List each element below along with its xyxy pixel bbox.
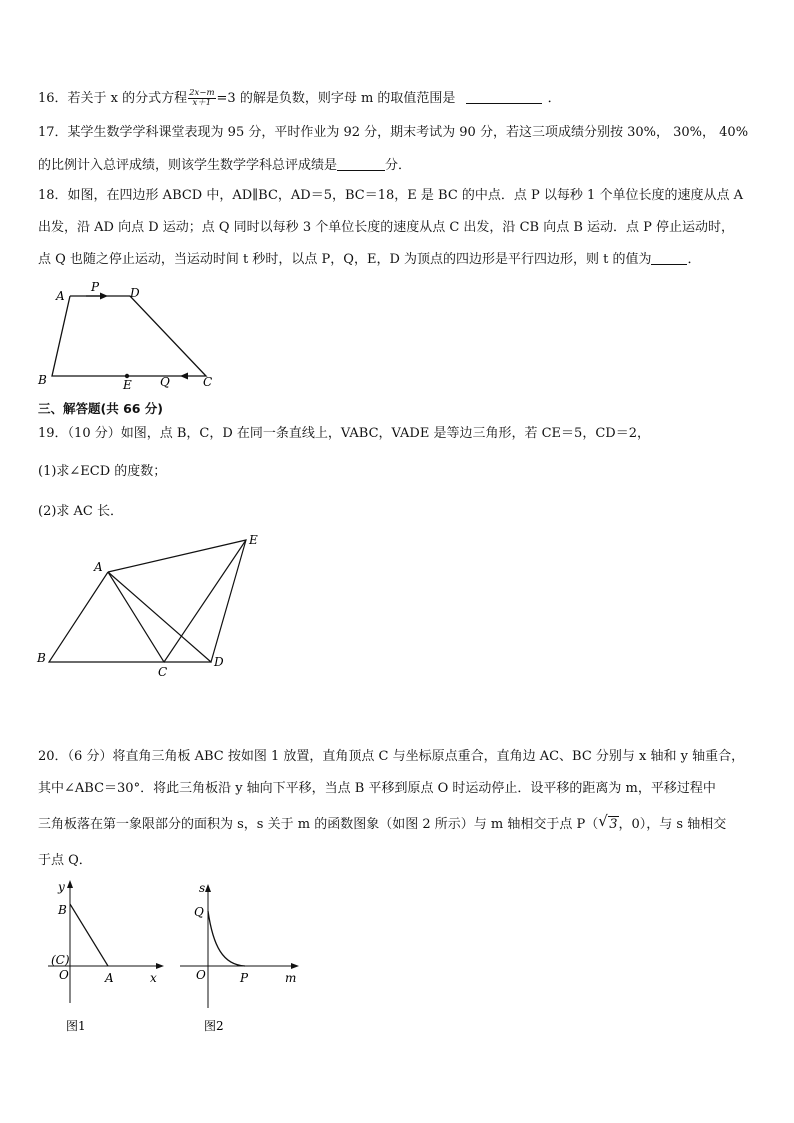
question-18-line-2: 出发，沿 AD 向点 D 运动；点 Q 同时以每秒 3 个单位长度的速度从点 C 出发，沿 CB 向点 B 运动．点 P 停止运动时， (38, 220, 735, 235)
answer-blank[interactable] (337, 156, 385, 171)
question-20-line-2: 其中∠ABC＝30°．将此三角板沿 y 轴向下平移，当点 B 平移到原点 O 时运动停止．设平移的距离为 m，平移过程中 (38, 781, 716, 796)
label-c: C (158, 665, 168, 679)
q18-text-b: ． (687, 252, 701, 267)
hypotenuse-ab (70, 904, 108, 966)
fraction-denominator: x＋1 (192, 98, 212, 108)
q16-text-a: 16．若关于 x 的分式方程 (38, 91, 188, 106)
label-c: C (203, 375, 213, 389)
label-e: E (249, 533, 258, 547)
q20-text-a: 三角板落在第一象限部分的面积为 s，s 关于 m 的函数图象（如图 2 所示）与 m 轴相交于点 P（ (38, 817, 599, 832)
fraction-numerator: 2x−m (189, 88, 215, 98)
caption-fig2: 图2 (204, 1019, 224, 1033)
answer-blank[interactable] (651, 250, 687, 265)
q18-trapezoid-figure (30, 280, 230, 392)
question-18-line-1: 18．如图，在四边形 ABCD 中，AD∥BC，AD＝5，BC＝18，E 是 BC 的中点．点 P 以每秒 1 个单位长度的速度从点 A (38, 188, 743, 203)
q16-text-b: =3 的解是负数，则字母 m 的取值范围是 (216, 91, 456, 106)
y-axis-arrow (67, 880, 73, 888)
function-curve (208, 911, 245, 966)
s-axis-arrow (205, 884, 211, 892)
question-19-part-2: (2)求 AC 长． (38, 504, 124, 519)
label-a: A (56, 289, 65, 303)
label-m: m (285, 971, 297, 985)
caption-fig1: 图1 (66, 1019, 86, 1033)
radicand: 3 (609, 817, 618, 832)
label-b: B (38, 373, 47, 387)
q17-text-a: 的比例计入总评成绩，则该学生数学学科总评成绩是 (38, 158, 338, 173)
label-b: B (58, 903, 67, 917)
label-e: E (123, 378, 132, 392)
question-17-line-2 (38, 156, 411, 175)
segment-ce (164, 540, 246, 662)
label-q: Q (194, 905, 204, 919)
label-o: O (196, 968, 206, 982)
label-x: x (150, 971, 157, 985)
fraction (188, 89, 215, 108)
label-y: y (58, 880, 65, 894)
label-p: P (240, 971, 249, 985)
q16-text-c: ． (547, 91, 561, 106)
question-19-part-1: (1)求∠ECD 的度数； (38, 464, 167, 479)
question-20-line-3 (38, 812, 727, 834)
q20-text-b: ，0），与 s 轴相交 (618, 817, 727, 832)
m-axis-arrow (291, 963, 299, 969)
question-19-line-1: 19．（10 分）如图，点 B，C，D 在同一条直线上，VABC，VADE 是等边三角形，若 CE＝5，CD＝2， (38, 426, 650, 441)
radical-sign: √ (598, 812, 608, 830)
label-d: D (214, 655, 224, 669)
square-root (598, 812, 618, 834)
trapezoid-outline (52, 296, 206, 376)
label-q: Q (160, 375, 170, 389)
q20-figure-1 (40, 878, 170, 1043)
label-a: A (105, 971, 114, 985)
label-b: B (37, 651, 46, 665)
question-20-line-4: 于点 Q． (38, 853, 92, 868)
q19-triangles-figure (34, 530, 274, 680)
question-17-line-1: 17．某学生数学学科课堂表现为 95 分，平时作业为 92 分，期末考试为 90 分，若这三项成绩分别按 30%， 30%， 40% (38, 125, 749, 140)
label-p: P (91, 280, 100, 294)
q20-figure-2 (175, 878, 305, 1043)
section-heading: 三、解答题(共 66 分) (38, 401, 164, 416)
q18-text-a: 点 Q 也随之停止运动，当运动时间 t 秒时，以点 P，Q，E，D 为顶点的四边形是平行四边形，则 t 的值为 (38, 252, 652, 267)
label-s: s (199, 881, 206, 895)
question-18-line-3 (38, 250, 701, 269)
label-o: O (59, 968, 69, 982)
label-a: A (94, 560, 103, 574)
arrow-q-head (180, 373, 188, 380)
label-c: (C) (51, 953, 70, 967)
question-16 (38, 89, 561, 108)
question-20-line-1: 20．（6 分）将直角三角板 ABC 按如图 1 放置，直角顶点 C 与坐标原点重合，直角边 AC、BC 分别与 x 轴和 y 轴重合， (38, 749, 745, 764)
arrow-p-head (100, 293, 108, 300)
q17-text-b: 分． (385, 158, 412, 173)
answer-blank[interactable] (466, 89, 542, 104)
x-axis-arrow (156, 963, 164, 969)
label-d: D (130, 286, 140, 300)
triangle-abc (49, 572, 164, 662)
